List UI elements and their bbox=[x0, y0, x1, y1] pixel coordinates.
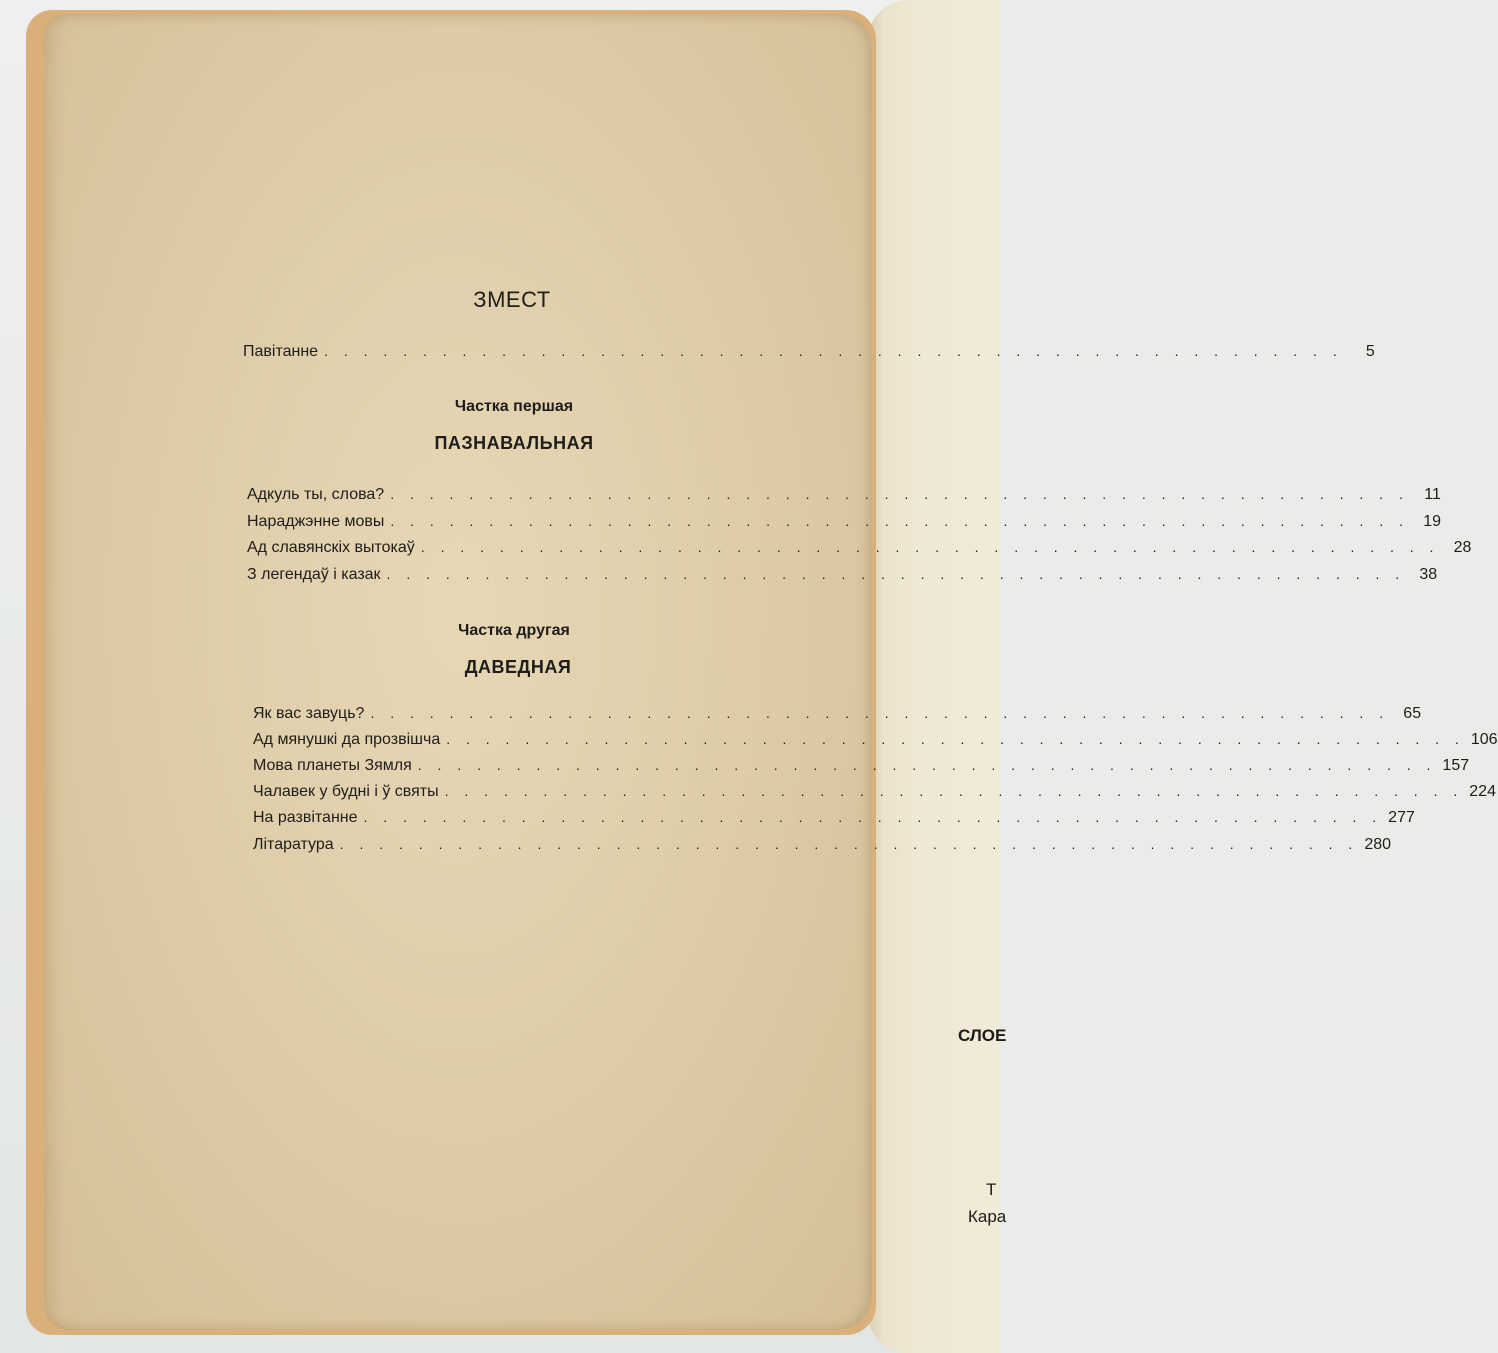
part-title: ДАВЕДНАЯ bbox=[464, 657, 572, 677]
toc-entry-title: Ад славянскіх вытокаў bbox=[247, 539, 415, 556]
toc-entry-title: Нараджэнне мовы bbox=[247, 513, 385, 530]
toc-entry-title: Літаратура bbox=[253, 836, 334, 853]
leader-dots bbox=[445, 783, 1464, 799]
toc-entry-page: 19 bbox=[1423, 513, 1442, 530]
toc-entry-page: 65 bbox=[1403, 705, 1422, 722]
leader-dots bbox=[340, 836, 1359, 852]
leader-dots bbox=[418, 757, 1437, 773]
toc-entry bbox=[247, 566, 1438, 588]
toc-entry bbox=[253, 731, 1498, 753]
toc-entry-title: Адкуль ты, слова? bbox=[247, 486, 385, 503]
toc-entry-page: 224 bbox=[1469, 783, 1496, 800]
toc-entry-page: 277 bbox=[1388, 809, 1415, 826]
toc-entry-title: На развітанне bbox=[253, 809, 358, 826]
leader-dots bbox=[390, 486, 1409, 502]
toc-entry bbox=[253, 705, 1422, 727]
toc-entry-page: 106 bbox=[1470, 731, 1498, 748]
leader-dots bbox=[387, 566, 1406, 582]
contents-title: ЗМЕСТ bbox=[473, 287, 551, 312]
leader-dots bbox=[446, 731, 1465, 747]
toc-entry bbox=[247, 513, 1442, 535]
toc-entry bbox=[253, 783, 1496, 805]
toc-entry-title: З легендаў і казак bbox=[247, 566, 381, 583]
leader-dots bbox=[370, 705, 1389, 721]
adjacent-page-text: СЛОЕ bbox=[958, 1026, 1007, 1045]
leader-dots bbox=[421, 539, 1440, 555]
toc-entry-page: 5 bbox=[1365, 343, 1375, 360]
part-label: Частка першая bbox=[454, 398, 574, 415]
toc-entry bbox=[253, 809, 1415, 831]
toc-entry bbox=[243, 343, 1375, 365]
toc-entry bbox=[253, 757, 1470, 779]
toc-entry bbox=[247, 486, 1441, 508]
toc-entry-title: Як вас завуць? bbox=[253, 705, 365, 722]
toc-entry-page: 11 bbox=[1424, 486, 1441, 503]
toc-entry-title: Павітанне bbox=[243, 343, 319, 360]
toc-entry-page: 157 bbox=[1442, 757, 1470, 774]
adjacent-page-text: Кара bbox=[968, 1207, 1007, 1226]
leader-dots bbox=[390, 513, 1409, 529]
toc-entry-title: Ад мянушкі да прозвішча bbox=[253, 731, 441, 748]
toc-entry-title: Мова планеты Зямля bbox=[253, 757, 412, 774]
toc-entry-page: 280 bbox=[1364, 836, 1392, 853]
part-label: Частка другая bbox=[458, 622, 570, 639]
adjacent-page-text: Т bbox=[986, 1180, 997, 1199]
part-title: ПАЗНАВАЛЬНАЯ bbox=[434, 433, 594, 453]
leader-dots bbox=[324, 343, 1343, 359]
toc-entry bbox=[247, 539, 1472, 561]
toc-entry-page: 28 bbox=[1453, 539, 1472, 556]
leader-dots bbox=[364, 809, 1383, 825]
toc-entry bbox=[253, 836, 1392, 858]
toc-entry-page: 38 bbox=[1419, 566, 1438, 583]
toc-entry-title: Чалавек у будні і ў святы bbox=[253, 783, 439, 800]
